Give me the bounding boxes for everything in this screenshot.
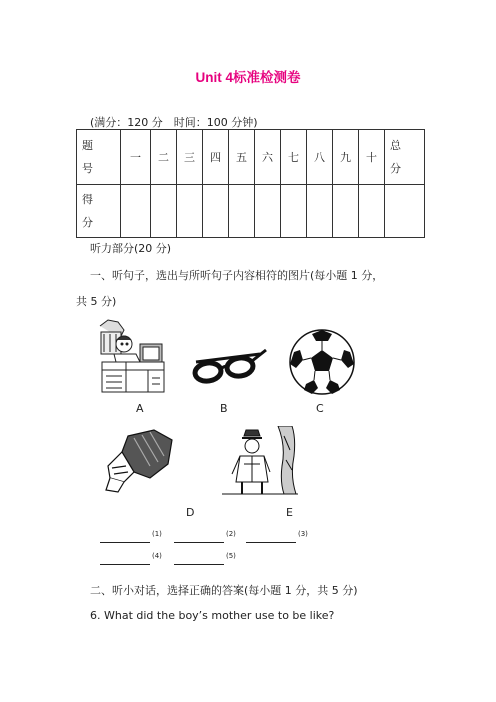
picture-label-d: D <box>186 506 195 519</box>
table-row <box>77 130 425 185</box>
answer-blank-2[interactable]: (2) <box>174 530 236 543</box>
page-title: Unit 4标准检测卷 <box>195 70 301 85</box>
col-1: 一 <box>121 130 151 185</box>
picture-label-b: B <box>220 402 228 415</box>
glove-icon <box>98 426 180 496</box>
total-label: 总 分 <box>385 130 425 185</box>
picture-label-a: A <box>136 402 144 415</box>
row-label-tihao: 题 号 <box>77 130 121 185</box>
score-cell[interactable] <box>333 185 359 238</box>
score-cell[interactable] <box>255 185 281 238</box>
col-2: 二 <box>151 130 177 185</box>
col-6: 六 <box>255 130 281 185</box>
score-cell[interactable] <box>385 185 425 238</box>
glasses-icon <box>188 348 268 386</box>
score-cell[interactable] <box>281 185 307 238</box>
score-cell[interactable] <box>121 185 151 238</box>
score-cell[interactable] <box>177 185 203 238</box>
score-cell[interactable] <box>229 185 255 238</box>
col-3: 三 <box>177 130 203 185</box>
policeman-icon <box>220 426 298 496</box>
answer-blank-1[interactable]: (1) <box>100 530 162 543</box>
picture-label-c: C <box>316 402 324 415</box>
score-table <box>76 129 425 238</box>
score-cell[interactable] <box>151 185 177 238</box>
section1-line2: 共 5 分) <box>76 295 117 308</box>
col-10: 十 <box>359 130 385 185</box>
col-7: 七 <box>281 130 307 185</box>
picture-label-e: E <box>286 506 293 519</box>
listening-header: 听力部分(20 分) <box>90 242 172 255</box>
question-6: 6. What did the boy’s mother use to be like? <box>90 609 335 622</box>
answer-blank-3[interactable]: (3) <box>246 530 308 543</box>
soccer-ball-icon <box>288 328 356 396</box>
answer-blank-4[interactable]: (4) <box>100 552 162 565</box>
col-8: 八 <box>307 130 333 185</box>
col-9: 九 <box>333 130 359 185</box>
exam-meta: (满分：120 分 时间：100 分钟) <box>90 116 258 129</box>
score-cell[interactable] <box>359 185 385 238</box>
answer-blank-5[interactable]: (5) <box>174 552 236 565</box>
score-cell[interactable] <box>203 185 229 238</box>
section2-header: 二、听小对话，选择正确的答案(每小题 1 分，共 5 分) <box>90 584 358 597</box>
row-label-defen: 得 分 <box>77 185 121 238</box>
section1-line1: 一、听句子，选出与所听句子内容相符的图片(每小题 1 分， <box>90 269 384 282</box>
col-4: 四 <box>203 130 229 185</box>
score-cell[interactable] <box>307 185 333 238</box>
boy-at-desk-icon <box>96 318 170 394</box>
table-row <box>77 185 425 238</box>
col-5: 五 <box>229 130 255 185</box>
